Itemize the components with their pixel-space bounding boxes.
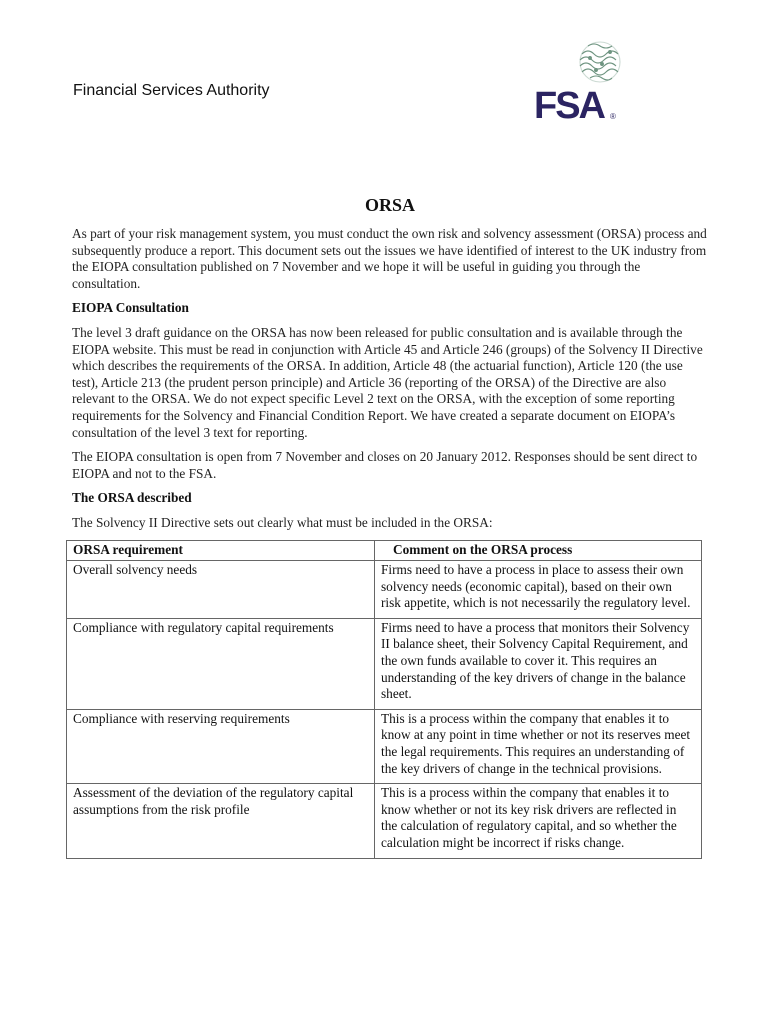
organization-name: Financial Services Authority — [73, 82, 270, 99]
globe-mark — [580, 42, 620, 82]
logo-registered-mark: ® — [610, 112, 616, 121]
section-heading-orsa-described: The ORSA described — [72, 490, 192, 506]
section-heading-eiopa-consultation: EIOPA Consultation — [72, 300, 189, 316]
paragraph: The Solvency II Directive sets out clearly what must be included in the ORSA: — [72, 514, 493, 530]
table-header-row — [67, 540, 702, 561]
intro-paragraph: As part of your risk management system, you must conduct the own risk and solvency assessment (ORSA) process and subsequently produce a report. This document sets out the issues we have identified of interest to the UK industry from the EIOPA consultation published on 7 November and we hope it will be useful in guiding you through the consultation. — [72, 226, 707, 291]
document-title: ORSA — [364, 195, 415, 215]
comment-cell: This is a process within the company that enables it to know whether or not its key risk drivers are reflected in the calculation of regulatory capital, and so whether the calculation might be incorrect if risks change. — [375, 784, 702, 858]
logo-text: FSA — [534, 85, 604, 127]
comment-cell: This is a process within the company that enables it to know at any point in time whether or not its reserves meet the legal requirements. This requires an understanding of the key drivers of change in the technical provisions. — [375, 709, 702, 783]
requirement-cell: Compliance with regulatory capital requirements — [67, 618, 375, 709]
paragraph: The EIOPA consultation is open from 7 November and closes on 20 January 2012. Responses should be sent direct to EIOPA and not to the FSA. — [72, 449, 698, 481]
requirement-cell: Overall solvency needs — [67, 561, 375, 619]
fsa-logo — [530, 38, 630, 128]
requirement-cell: Compliance with reserving requirements — [67, 709, 375, 783]
requirement-cell: Assessment of the deviation of the regulatory capital assumptions from the risk profile — [67, 784, 375, 858]
orsa-requirements-table — [66, 540, 702, 859]
paragraph: The level 3 draft guidance on the ORSA has now been released for public consultation and is available through the EIOPA website. This must be read in conjunction with Article 45 and Article 246 (groups) of the Solvency II Directive which describes the requirements of the ORSA. In addition, Article 48 (the actuarial function), Article 120 (the use test), Article 213 (the prudent person principle) and Article 36 (reporting of the ORSA) of the Directive are also relevant to the ORSA. We do not expect specific Level 2 text on the ORSA, with the exception of some reporting requirements for the Solvency and Financial Condition Report. We have created a separate document on EIOPA’s consultation of the level 3 text for reporting. — [72, 324, 703, 440]
column-header-comment: Comment on the ORSA process — [375, 540, 702, 561]
document-body — [72, 195, 708, 859]
table-row — [67, 561, 702, 619]
column-header-requirement: ORSA requirement — [67, 540, 375, 561]
table-row — [67, 618, 702, 709]
comment-cell: Firms need to have a process in place to assess their own solvency needs (economic capital), based on their own risk appetite, which is not necessarily the regulatory level. — [375, 561, 702, 619]
comment-cell: Firms need to have a process that monitors their Solvency II balance sheet, their Solvency Capital Requirement, and the own funds available to cover it. This requires an understanding of the key drivers of change in the balance sheet. — [375, 618, 702, 709]
table-row — [67, 709, 702, 783]
table-row — [67, 784, 702, 858]
